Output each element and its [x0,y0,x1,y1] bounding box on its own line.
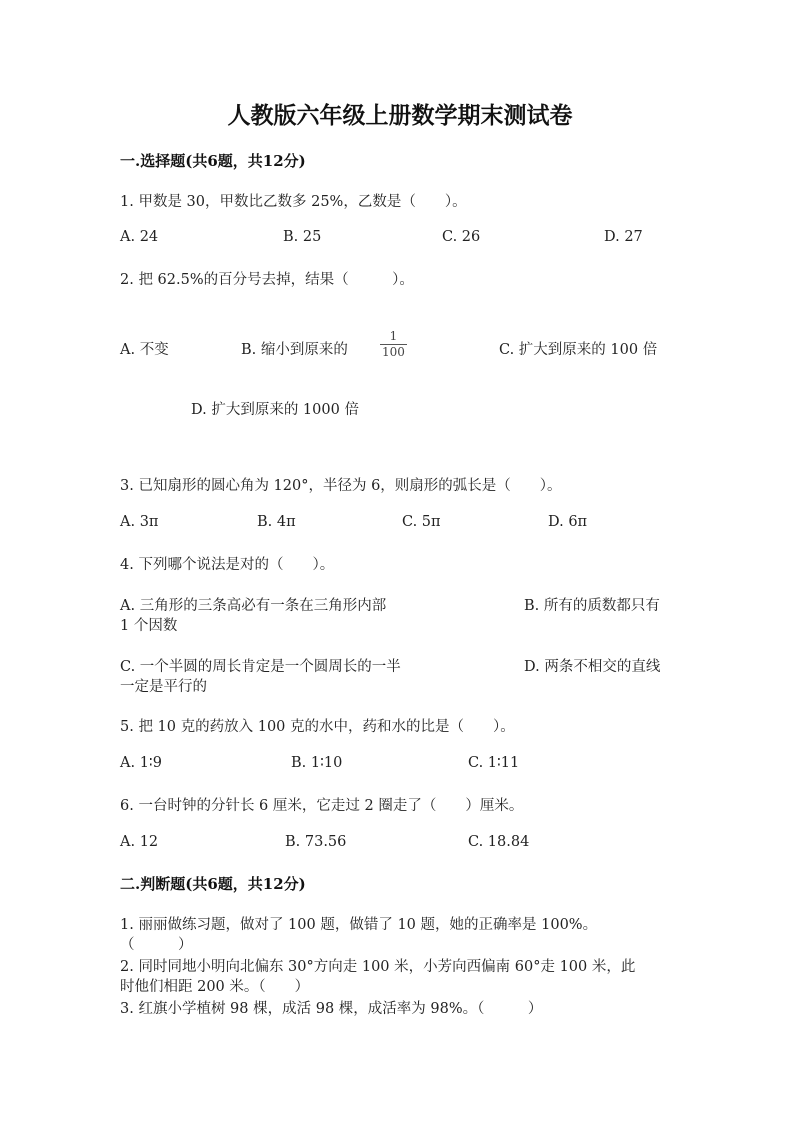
question-6: 6. 一台时钟的分针长 6 厘米，它走过 2 圈走了（ ）厘米。 [120,798,524,814]
q4-option-c: C. 一个半圆的周长肯定是一个圆周长的一半 [120,659,401,675]
q6-option-a: A. 12 [120,834,159,850]
tf-question-2: 2. 同时同地小明向北偏东 30°方向走 100 米，小芳向西偏南 60°走 100 米，此 [120,959,636,975]
q1-option-d: D. 27 [604,229,643,245]
q2-option-d: D. 扩大到原来的 1000 倍 [191,402,359,418]
tf-question-1-answer-blank: （ ） [120,937,193,953]
question-5: 5. 把 10 克的药放入 100 克的水中，药和水的比是（ ）。 [120,719,515,735]
q4-option-d: D. 两条不相交的直线 [524,659,661,675]
tf-question-3: 3. 红旗小学植树 98 棵，成活 98 棵，成活率为 98%。（ ） [120,1001,543,1017]
q3-option-b: B. 4π [257,514,296,530]
q4-option-d-continued: 一定是平行的 [120,679,207,695]
page-title: 人教版六年级上册数学期末测试卷 [227,102,573,129]
q4-option-b-continued: 1 个因数 [120,618,178,634]
question-1: 1. 甲数是 30，甲数比乙数多 25%，乙数是（ ）。 [120,194,467,210]
q1-option-c: C. 26 [442,229,481,245]
q5-option-c: C. 1∶11 [468,755,520,771]
q1-option-a: A. 24 [120,229,159,245]
q4-option-a: A. 三角形的三条高必有一条在三角形内部 [120,598,387,614]
section-heading-choice: 一.选择题(共6题，共12分) [120,152,306,170]
fraction-denominator: 100 [382,345,405,359]
q5-option-b: B. 1∶10 [291,755,343,771]
q2-option-c: C. 扩大到原来的 100 倍 [499,342,658,358]
q4-option-b: B. 所有的质数都只有 [524,598,660,614]
q2-option-a: A. 不变 [120,342,169,358]
q3-option-c: C. 5π [402,514,441,530]
tf-question-1: 1. 丽丽做练习题，做对了 100 题，做错了 10 题，她的正确率是 100%。 [120,917,598,933]
question-2: 2. 把 62.5%的百分号去掉，结果（ ）。 [120,272,414,288]
question-3: 3. 已知扇形的圆心角为 120°，半径为 6，则扇形的弧长是（ ）。 [120,478,562,494]
fraction-one-hundredth [380,330,407,359]
q6-option-c: C. 18.84 [468,834,530,850]
q1-option-b: B. 25 [283,229,322,245]
section-heading-true-false: 二.判断题(共6题，共12分) [120,875,306,893]
q3-option-a: A. 3π [120,514,159,530]
q6-option-b: B. 73.56 [285,834,347,850]
q5-option-a: A. 1∶9 [120,755,162,771]
q2-option-b: B. 缩小到原来的 [241,342,348,358]
tf-question-2-continued: 时他们相距 200 米。（ ） [120,979,310,995]
q3-option-d: D. 6π [548,514,588,530]
fraction-numerator: 1 [389,329,398,343]
question-4: 4. 下列哪个说法是对的（ ）。 [120,557,335,573]
